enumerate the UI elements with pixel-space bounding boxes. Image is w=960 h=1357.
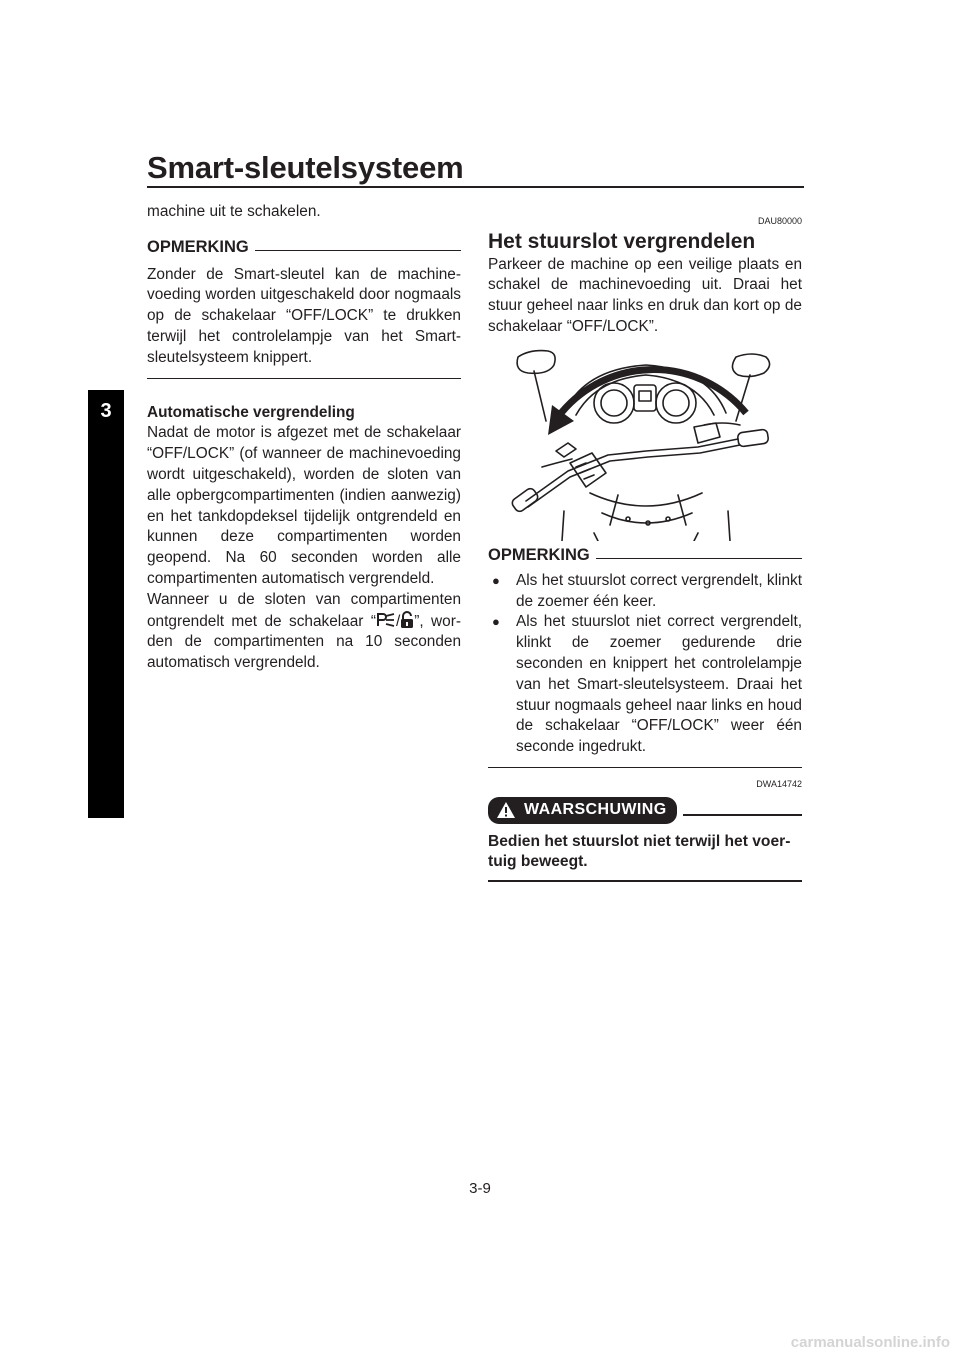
chapter-number: 3 — [100, 400, 112, 422]
section-text: Parkeer de machine op een veilige plaats en schakel de machinevoeding uit. Draai het stuur geheel naar links en druk dan kort op de schakelaar “OFF/LOCK”. — [488, 255, 802, 335]
auto-lock-paragraph-2: Wanneer u de sloten van compartimenten ontgrendelt met de schakelaar “ / ”, worden de compartimenten na 10 seconden automatisch vergrendeld. — [147, 590, 461, 672]
right-column-lower — [488, 545, 802, 882]
auto-lock-paragraph-1: Nadat de motor is afgezet met de schakelaar “OFF/LOCK” (of wanneer de machinevoeding wordt uitgeschakeld), worden de sloten van alle opbergcompartimenten (indien aanwezig) en het tankdopdeksel tijdelijk ontgrendeld en kunnen deze compartimenten worden geopend. Na 60 seconden worden alle compartimenten automatisch vergrendeld. — [147, 424, 461, 587]
left-column — [147, 202, 461, 674]
warning-end-rule — [488, 880, 802, 882]
note2-heading-label: OPMERKING — [488, 546, 590, 564]
watermark: carmanualsonline.info — [790, 1334, 950, 1351]
warning-icon — [496, 801, 516, 819]
page-title: Smart-sleutelsysteem — [147, 150, 464, 185]
note2-end-rule — [488, 767, 802, 768]
note2-list — [488, 571, 802, 758]
note-heading-label: OPMERKING — [147, 237, 249, 256]
warning-text: Bedien het stuurslot niet terwijl het voertuig beweegt. — [488, 832, 791, 871]
note2-heading — [488, 545, 802, 566]
list-item: ● Als het stuurslot niet correct vergrendelt, klinkt de zoemer gedurende drie seconden en knippert het controlelampje van het Smart-sleutelsysteem. Draai het stuur nogmaals geheel naar links en houd de schakelaar “OFF/LOCK” weer één seconde ingedrukt. — [488, 612, 802, 758]
intro-text: machine uit te schakelen. — [147, 203, 321, 220]
note-text: Zonder de Smart-sleutel kan de machinevoeding worden uitgeschakeld door nogmaals op de schakelaar “OFF/LOCK” te drukken terwijl het controlelampje van het Smart-sleutelsysteem knippert. — [147, 265, 461, 366]
warning-badge: WAARSCHUWING — [488, 797, 677, 824]
right-column — [488, 211, 802, 338]
title-rule — [147, 186, 804, 188]
list-item: ● Als het stuurslot correct vergrendelt, klinkt de zoemer één keer. — [488, 571, 802, 613]
doc-code: DAU80000 — [757, 216, 802, 226]
note-end-rule — [147, 378, 461, 379]
auto-lock-heading: Automatische vergrendeling — [147, 403, 355, 421]
warning-code: DWA14742 — [756, 778, 802, 789]
page-number: 3-9 — [469, 1180, 491, 1197]
handlebar-illustration — [498, 343, 790, 541]
key-icon — [376, 612, 396, 628]
note-heading — [147, 237, 461, 258]
warning-heading — [488, 797, 802, 824]
chapter-tab — [88, 390, 124, 818]
unlock-icon — [400, 611, 414, 629]
section-title: Het stuurslot vergrendelen — [488, 229, 756, 253]
